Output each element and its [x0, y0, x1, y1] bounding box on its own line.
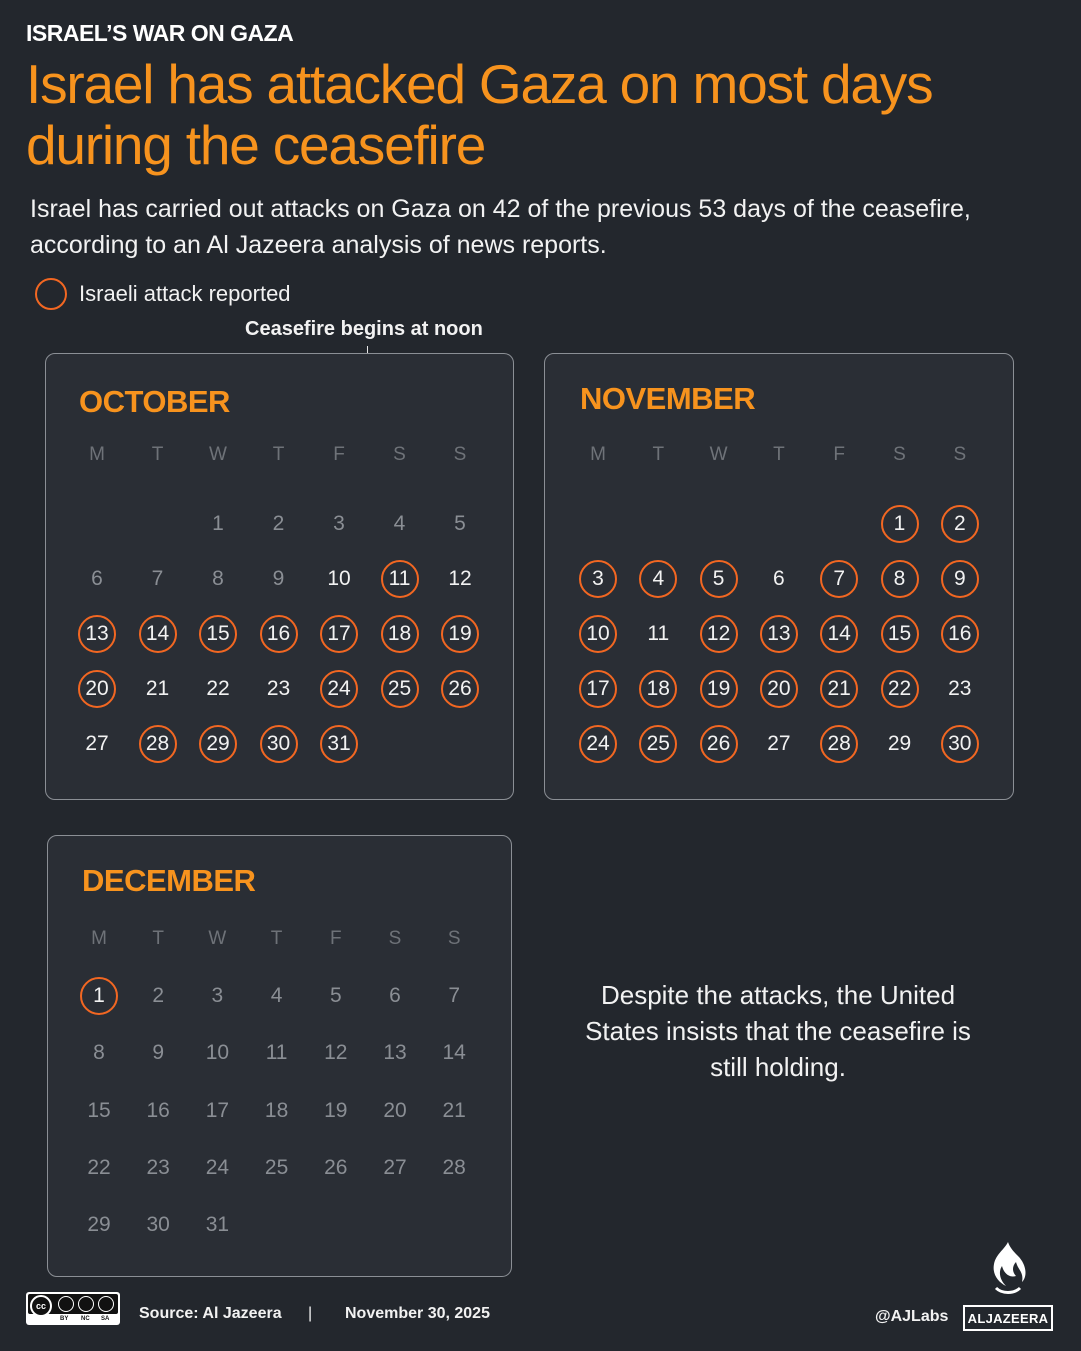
calendar-day-attack: 20 [78, 670, 116, 708]
calendar-day: 6 [91, 567, 103, 590]
creative-commons-badge: cc BY NC SA [26, 1292, 120, 1325]
calendar-day-attack: 17 [320, 615, 358, 653]
calendar-day: 30 [146, 1213, 170, 1237]
calendar-day: 7 [151, 567, 164, 590]
legend-label: Israeli attack reported [79, 281, 291, 306]
publication-date: November 30, 2025 [345, 1305, 490, 1322]
calendar-day: 11 [647, 622, 670, 645]
calendar-day: 23 [948, 677, 972, 700]
calendar-day-attack: 24 [320, 670, 358, 708]
footer-separator: | [308, 1305, 313, 1322]
headline: Israel has attacked Gaza on most days during the ceasefire [26, 53, 933, 176]
calendar-day-attack: 12 [700, 615, 738, 653]
calendar-day: 21 [145, 677, 170, 700]
calendar-day: 6 [773, 567, 785, 590]
ceasefire-annotation: Ceasefire begins at noon [245, 318, 483, 340]
calendar-day-attack: 2 [941, 505, 979, 543]
calendar-day-attack: 22 [881, 670, 919, 708]
weekday-header: F [333, 444, 345, 465]
calendar-day: 2 [152, 984, 165, 1007]
calendar-day: 1 [212, 512, 224, 535]
calendar-day-attack: 20 [760, 670, 798, 708]
calendar-day-attack: 26 [441, 670, 479, 708]
calendar-day: 14 [442, 1041, 466, 1065]
calendar-day: 27 [85, 732, 109, 755]
weekday-header: T [151, 444, 164, 465]
calendar-day-attack: 15 [881, 615, 919, 653]
month-title: OCTOBER [79, 384, 230, 419]
weekday-header: S [893, 444, 906, 465]
calendar-day-attack: 11 [381, 560, 419, 598]
calendar-day: 9 [152, 1041, 165, 1065]
calendar-day-attack: 24 [579, 725, 617, 763]
weekday-header: T [272, 444, 285, 465]
calendar-day-attack: 17 [579, 670, 617, 708]
weekday-header: T [152, 928, 164, 949]
calendar-day-attack: 7 [820, 560, 858, 598]
calendar-day-attack: 18 [639, 670, 677, 708]
weekday-header: W [709, 444, 728, 465]
calendar-day: 25 [264, 1155, 289, 1179]
calendar-october [45, 353, 514, 800]
weekday-header: F [833, 444, 845, 465]
calendar-day-attack: 16 [260, 615, 298, 653]
attack-ring-legend-icon [35, 278, 67, 310]
weekday-header: S [388, 928, 402, 949]
calendar-day: 9 [272, 567, 285, 590]
calendar-day: 31 [205, 1213, 230, 1237]
calendar-day: 11 [265, 1041, 288, 1065]
calendar-day: 20 [383, 1098, 407, 1122]
cc-icon: cc [30, 1295, 52, 1317]
calendar-day-attack: 26 [700, 725, 738, 763]
side-note: Despite the attacks, the United States insists that the ceasefire is still holding. [585, 980, 971, 1082]
weekday-header: S [453, 444, 467, 465]
calendar-day-attack: 25 [381, 670, 419, 708]
aljazeera-wordmark: ALJAZEERA [963, 1305, 1053, 1331]
calendar-day-attack: 9 [941, 560, 979, 598]
calendar-day-attack: 4 [639, 560, 677, 598]
calendar-day-attack: 10 [579, 615, 617, 653]
calendar-day: 15 [87, 1098, 111, 1122]
calendar-day: 23 [266, 677, 291, 700]
calendar-day: 12 [324, 1041, 348, 1065]
legend [35, 276, 291, 312]
calendar-day: 5 [329, 984, 342, 1007]
calendar-day: 6 [389, 984, 401, 1007]
calendar-day: 3 [211, 984, 224, 1007]
subtitle: Israel has carried out attacks on Gaza on 42 of the previous 53 days of the ceasefire, according to an Al Jazeera analysis of news reports. [30, 195, 971, 259]
calendar-december [47, 835, 512, 1277]
calendar-day: 17 [205, 1098, 230, 1122]
calendar-day: 26 [324, 1155, 348, 1179]
nc-icon [78, 1296, 94, 1312]
calendar-day-attack: 30 [941, 725, 979, 763]
calendar-day: 27 [767, 732, 791, 755]
calendar-day: 24 [205, 1155, 230, 1179]
calendar-day: 18 [264, 1098, 289, 1122]
weekday-header: F [329, 928, 342, 949]
calendar-day: 19 [324, 1098, 348, 1122]
weekday-header: W [209, 444, 227, 465]
calendar-day: 13 [383, 1041, 407, 1065]
calendar-day: 21 [442, 1098, 466, 1122]
calendar-day-attack: 3 [579, 560, 617, 598]
calendar-day: 4 [270, 984, 283, 1007]
calendar-day-attack: 18 [381, 615, 419, 653]
weekday-header: M [91, 928, 107, 949]
calendar-day-attack: 13 [78, 615, 116, 653]
weekday-header: T [270, 928, 283, 949]
weekday-header: S [447, 928, 461, 949]
weekday-header: M [89, 444, 105, 465]
month-title: DECEMBER [82, 863, 256, 898]
calendar-day: 10 [327, 567, 351, 590]
calendar-day-attack: 31 [320, 725, 358, 763]
by-icon [58, 1296, 74, 1312]
calendar-day-attack: 19 [700, 670, 738, 708]
calendar-day-attack: 25 [639, 725, 677, 763]
source-text: Source: Al Jazeera [139, 1305, 282, 1322]
calendar-day-attack: 28 [139, 725, 177, 763]
calendar-day: 28 [442, 1155, 466, 1179]
calendar-day: 12 [448, 567, 472, 590]
calendar-day: 29 [87, 1213, 111, 1237]
aljazeera-emblem-icon [986, 1240, 1030, 1300]
calendar-day-attack: 19 [441, 615, 479, 653]
calendar-day: 4 [393, 512, 406, 535]
calendar-day-attack: 16 [941, 615, 979, 653]
calendar-day-attack: 15 [199, 615, 237, 653]
calendar-day: 23 [146, 1155, 170, 1179]
calendar-day-attack: 1 [80, 977, 118, 1015]
sa-icon [98, 1296, 114, 1312]
calendar-day: 22 [206, 677, 230, 700]
calendar-day-attack: 30 [260, 725, 298, 763]
calendar-day-attack: 13 [760, 615, 798, 653]
calendar-day: 5 [454, 512, 466, 535]
calendar-day: 8 [212, 567, 224, 590]
calendar-day: 29 [887, 732, 912, 755]
weekday-header: T [773, 444, 785, 465]
calendar-day-attack: 14 [820, 615, 858, 653]
calendar-day-attack: 5 [700, 560, 738, 598]
calendar-day-attack: 28 [820, 725, 858, 763]
calendar-day: 10 [205, 1041, 230, 1065]
weekday-header: M [590, 444, 606, 465]
calendar-day: 2 [272, 512, 285, 535]
calendar-november [544, 353, 1014, 800]
calendar-day: 22 [87, 1155, 111, 1179]
calendar-day-attack: 29 [199, 725, 237, 763]
calendar-day-attack: 21 [820, 670, 858, 708]
weekday-header: S [953, 444, 967, 465]
calendar-day: 7 [448, 984, 461, 1007]
calendar-day-attack: 1 [881, 505, 919, 543]
weekday-header: T [652, 444, 665, 465]
weekday-header: S [393, 444, 406, 465]
ajlabs-handle: @AJLabs [875, 1308, 949, 1325]
kicker: ISRAEL’S WAR ON GAZA [26, 20, 294, 46]
calendar-day: 8 [93, 1041, 105, 1065]
month-title: NOVEMBER [580, 381, 756, 416]
calendar-day: 16 [146, 1098, 170, 1122]
calendar-day: 3 [333, 512, 345, 535]
calendar-day-attack: 8 [881, 560, 919, 598]
calendar-day: 27 [383, 1155, 407, 1179]
calendar-day-attack: 14 [139, 615, 177, 653]
weekday-header: W [208, 928, 227, 949]
